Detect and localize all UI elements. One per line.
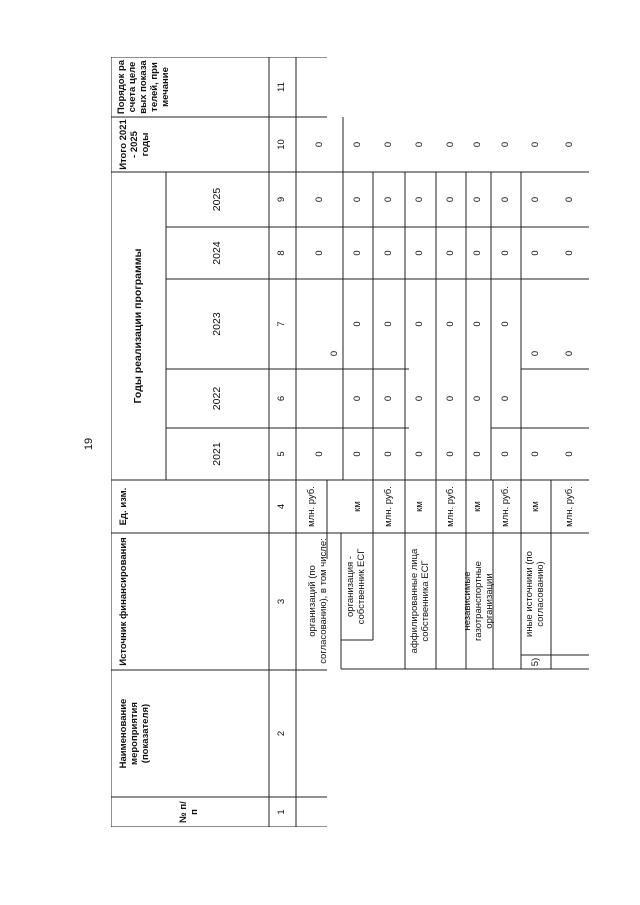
value-other-km-2024: 0 — [529, 250, 541, 256]
value-aff-km-2022: 0 — [414, 395, 426, 402]
other-marker: 5) — [529, 657, 541, 667]
value-ind-rub-2022: 0 — [499, 395, 511, 402]
value-other-rub-2022-2023: 0 — [563, 350, 575, 357]
value-org-2022-2023: 0 — [328, 350, 340, 357]
value-other-km-2021: 0 — [529, 451, 541, 457]
value-ind-rub-2024: 0 — [499, 250, 511, 256]
colnum-8: 8 — [276, 250, 288, 256]
source-independent: независимые газотранспортные организации — [462, 561, 495, 641]
colnum-2: 2 — [276, 730, 288, 737]
value-esg-km-2024: 0 — [351, 250, 363, 256]
value-other-km-2025: 0 — [529, 196, 541, 203]
value-aff-rub-2025: 0 — [444, 196, 456, 203]
header-year-2022: 2022 — [211, 386, 224, 411]
value-esg-rub-2024: 0 — [382, 250, 394, 256]
value-ind-rub-total: 0 — [499, 141, 511, 148]
financing-table — [111, 57, 589, 827]
unit-other-km: км — [529, 501, 541, 512]
value-other-rub-2021: 0 — [563, 451, 575, 457]
value-esg-rub-2025: 0 — [382, 196, 394, 203]
header-col-calc: Порядок расчета целевых показателей, примечание — [116, 59, 171, 115]
value-esg-km-2021: 0 — [351, 451, 363, 457]
value-esg-rub-2022: 0 — [382, 395, 394, 402]
value-org-2025: 0 — [313, 196, 325, 203]
unit-esg-rub: млн. руб. — [382, 486, 394, 527]
header-col-no: № п/п — [178, 801, 200, 823]
unit-esg-km: км — [351, 501, 363, 512]
value-esg-rub-2021: 0 — [382, 451, 394, 457]
value-aff-rub-2022: 0 — [444, 395, 456, 402]
unit-aff-rub: млн. руб. — [444, 486, 456, 527]
value-aff-km-2021: 0 — [414, 451, 426, 457]
header-year-2024: 2024 — [211, 241, 224, 265]
value-ind-km-2024: 0 — [472, 250, 484, 256]
source-organizations: организаций (по согласованию), в том числе: — [307, 538, 329, 664]
value-esg-km-total: 0 — [351, 141, 363, 148]
header-col-name: Наименование мероприятия (показателя) — [118, 698, 151, 769]
source-esg-owner: организация - собственник ЕСГ — [345, 548, 367, 625]
header-year-2025: 2025 — [211, 187, 224, 212]
value-aff-km-2023: 0 — [414, 321, 426, 327]
value-esg-rub-total: 0 — [382, 141, 394, 148]
page-number: 19 — [83, 437, 95, 451]
value-org-total: 0 — [313, 141, 325, 148]
value-org-2024: 0 — [313, 250, 325, 256]
value-ind-km-total: 0 — [472, 141, 484, 148]
value-ind-rub-2023: 0 — [499, 321, 511, 327]
value-esg-km-2023: 0 — [351, 321, 363, 327]
header-year-2023: 2023 — [211, 312, 224, 336]
value-aff-km-total: 0 — [414, 141, 426, 148]
colnum-9: 9 — [276, 196, 288, 203]
header-col-unit: Ед. изм. — [118, 487, 129, 526]
value-aff-km-2025: 0 — [414, 196, 426, 203]
value-other-rub-2024: 0 — [563, 250, 575, 256]
value-aff-km-2024: 0 — [414, 250, 426, 256]
colnum-11: 11 — [276, 82, 288, 92]
value-ind-km-2021: 0 — [472, 451, 484, 457]
unit-ind-rub: млн. руб. — [499, 486, 511, 527]
source-affiliated: аффилированные лица собственника ЕСГ — [408, 548, 431, 654]
value-ind-km-2023: 0 — [472, 321, 484, 327]
value-other-rub-2025: 0 — [563, 196, 575, 203]
colnum-6: 6 — [276, 395, 288, 402]
colnum-4: 4 — [276, 503, 288, 510]
colnum-3: 3 — [276, 598, 288, 605]
colnum-5: 5 — [276, 451, 288, 457]
colnum-10: 10 — [276, 139, 288, 150]
value-ind-rub-2021: 0 — [499, 451, 511, 457]
value-ind-rub-2025: 0 — [499, 196, 511, 203]
value-esg-km-2025: 0 — [351, 196, 363, 203]
value-aff-rub-2023: 0 — [444, 321, 456, 327]
source-other: иные источники (по согласованию) — [524, 551, 546, 637]
value-other-km-total: 0 — [529, 141, 541, 148]
colnum-7: 7 — [276, 321, 288, 327]
value-other-km-2022-2023: 0 — [529, 350, 541, 357]
unit-org: млн. руб. — [305, 486, 317, 527]
value-org-2021: 0 — [313, 451, 325, 457]
value-aff-rub-total: 0 — [444, 141, 456, 148]
unit-other-rub: млн. руб. — [563, 486, 575, 527]
colnum-1: 1 — [276, 809, 288, 815]
unit-ind-km: км — [472, 501, 484, 512]
header-year-2021: 2021 — [211, 442, 224, 466]
header-years-group: Годы реализации программы — [132, 248, 145, 404]
value-aff-rub-2021: 0 — [444, 451, 456, 457]
value-esg-km-2022: 0 — [351, 395, 363, 402]
value-esg-rub-2023: 0 — [382, 321, 394, 327]
value-ind-km-2025: 0 — [472, 196, 484, 203]
unit-aff-km: км — [414, 501, 426, 512]
value-ind-km-2022: 0 — [472, 395, 484, 402]
value-other-rub-total: 0 — [563, 141, 575, 148]
header-col-total: Итого 2021 - 2025 годы — [118, 119, 151, 170]
value-aff-rub-2024: 0 — [444, 250, 456, 256]
header-col-source: Источник финансирования — [118, 537, 129, 666]
